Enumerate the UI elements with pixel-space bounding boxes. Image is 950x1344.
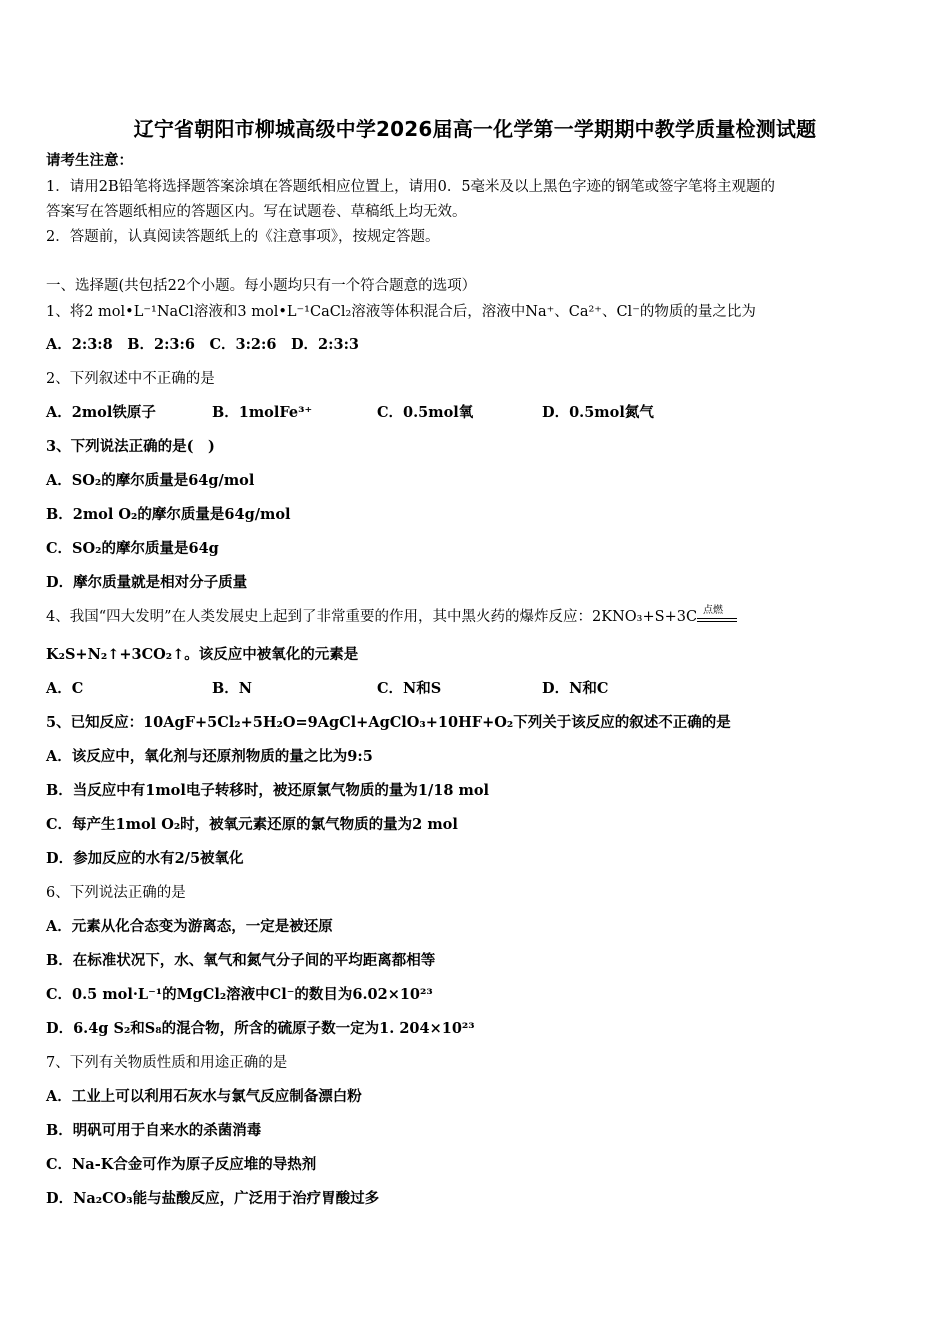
q3-option-b: B．2mol O₂的摩尔质量是64g/mol xyxy=(46,506,291,523)
q5-option-b: B．当反应中有1mol电子转移时，被还原氯气物质的量为1/18 mol xyxy=(46,782,489,799)
q5-option-a: A．该反应中，氧化剂与还原剂物质的量之比为9:5 xyxy=(46,748,373,765)
q4-option-a: A．C xyxy=(46,680,84,697)
q6-option-b: B．在标准状况下，水、氧气和氮气分子间的平均距离都相等 xyxy=(46,952,436,969)
q7-option-b: B．明矾可用于自来水的杀菌消毒 xyxy=(46,1122,262,1139)
equation-bar xyxy=(697,618,737,619)
q2-stem: 2、下列叙述中不正确的是 xyxy=(46,371,215,387)
q6-option-a: A．元素从化合态变为游离态，一定是被还原 xyxy=(46,918,333,935)
q4-stem-2: K₂S+N₂↑+3CO₂↑。该反应中被氧化的元素是 xyxy=(46,646,359,663)
q7-option-a: A．工业上可以利用石灰水与氯气反应制备漂白粉 xyxy=(46,1088,362,1105)
page-title: 辽宁省朝阳市柳城高级中学2026届高一化学第一学期期中教学质量检测试题 xyxy=(133,117,817,141)
q4-option-b: B．N xyxy=(212,680,253,697)
q6-option-d: D．6.4g S₂和S₈的混合物，所含的硫原子数一定为1. 204×10²³ xyxy=(46,1020,475,1037)
q4-option-d: D．N和C xyxy=(542,680,609,697)
q3-option-c: C．SO₂的摩尔质量是64g xyxy=(46,540,219,557)
q4-stem: 4、我国“四大发明”在人类发展史上起到了非常重要的作用，其中黑火药的爆炸反应：2KNO₃+S+3C xyxy=(46,609,698,625)
q7-option-d: D．Na₂CO₃能与盐酸反应，广泛用于治疗胃酸过多 xyxy=(46,1190,380,1207)
q2-option-a: A．2mol铁原子 xyxy=(46,404,156,421)
q3-stem: 3、下列说法正确的是( ) xyxy=(46,438,215,455)
q2-option-b: B．1molFe³⁺ xyxy=(212,404,313,421)
q5-stem: 5、已知反应：10AgF+5Cl₂+5H₂O=9AgCl+AgClO₃+10HF+O₂下列关于该反应的叙述不正确的是 xyxy=(46,714,731,731)
q3-option-a: A．SO₂的摩尔质量是64g/mol xyxy=(46,472,255,489)
condition-label: 点燃 xyxy=(703,605,724,616)
q3-option-d: D．摩尔质量就是相对分子质量 xyxy=(46,574,248,591)
q7-option-c: C．Na-K合金可作为原子反应堆的导热剂 xyxy=(46,1156,317,1173)
q2-option-c: C．0.5mol氧 xyxy=(377,404,474,421)
q2-option-d: D．0.5mol氮气 xyxy=(542,404,654,421)
reaction-condition xyxy=(697,605,737,624)
q6-option-c: C．0.5 mol·L⁻¹的MgCl₂溶液中Cl⁻的数目为6.02×10²³ xyxy=(46,986,433,1003)
q1-stem: 1、将2 mol•L⁻¹NaCl溶液和3 mol•L⁻¹CaCl₂溶液等体积混合后，溶液中Na⁺、Ca²⁺、Cl⁻的物质的量之比为 xyxy=(46,304,756,320)
q1-options: A．2:3:8 B．2:3:6 C．3:2:6 D．2:3:3 xyxy=(46,336,360,353)
notice-item-2: 2．答题前，认真阅读答题纸上的《注意事项》，按规定答题。 xyxy=(46,229,440,245)
q6-stem: 6、下列说法正确的是 xyxy=(46,885,186,901)
q5-option-c: C．每产生1mol O₂时，被氧元素还原的氯气物质的量为2 mol xyxy=(46,816,458,833)
equation-bar xyxy=(697,621,737,622)
q5-option-d: D．参加反应的水有2/5被氧化 xyxy=(46,850,244,867)
section-heading: 一、选择题(共包括22个小题。每小题均只有一个符合题意的选项） xyxy=(46,278,477,294)
notice-item-1a: 1．请用2B铅笔将选择题答案涂填在答题纸相应位置上，请用0．5毫米及以上黑色字迹的钢笔或签字笔将主观题的 xyxy=(46,179,776,195)
q4-stem-line xyxy=(46,607,737,627)
q7-stem: 7、下列有关物质性质和用途正确的是 xyxy=(46,1055,288,1071)
q4-option-c: C．N和S xyxy=(377,680,442,697)
notice-heading: 请考生注意： xyxy=(46,152,133,169)
notice-item-1b: 答案写在答题纸相应的答题区内。写在试题卷、草稿纸上均无效。 xyxy=(46,204,467,220)
